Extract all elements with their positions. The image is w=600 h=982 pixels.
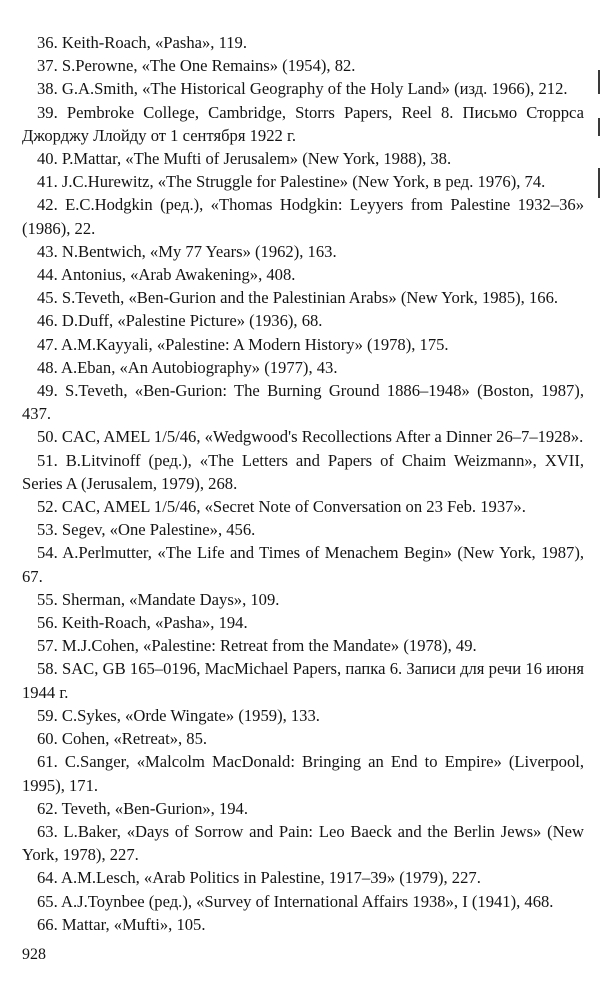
endnote-56: 56. Keith-Roach, «Pasha», 194. bbox=[37, 613, 248, 633]
endnote-36: 36. Keith-Roach, «Pasha», 119. bbox=[37, 33, 247, 52]
page-number: 928 bbox=[22, 946, 46, 963]
endnote-38: 38. G.A.Smith, «The Historical Geography of the Holy Land» (изд. 1966), 212. bbox=[37, 79, 568, 99]
endnote-65: 65. A.J.Toynbee (ред.), «Survey of International Affairs 1938», I (1941), 468. bbox=[37, 891, 554, 911]
endnote-48: 48. A.Eban, «An Autobiography» (1977), 43. bbox=[37, 357, 338, 377]
endnote-52: 52. CAC, AMEL 1/5/46, «Secret Note of Conversation on 23 Feb. 1937». bbox=[37, 497, 526, 517]
endnote-54: 54. A.Perlmutter, «The Life and Times of Menachem Begin» (New York, 1987), 67. bbox=[22, 543, 584, 586]
endnote-64: 64. A.M.Lesch, «Arab Politics in Palestine, 1917–39» (1979), 227. bbox=[37, 868, 481, 888]
endnote-59: 59. C.Sykes, «Orde Wingate» (1959), 133. bbox=[37, 705, 320, 725]
endnotes-page bbox=[22, 31, 584, 936]
endnote-58: 58. SAC, GB 165–0196, MacMichael Papers, папка 6. Записи для речи 16 июня 1944 г. bbox=[22, 659, 584, 702]
endnote-57: 57. M.J.Cohen, «Palestine: Retreat from the Mandate» (1978), 49. bbox=[37, 636, 477, 656]
endnote-37: 37. S.Perowne, «The One Remains» (1954), 82. bbox=[37, 56, 356, 76]
endnote-46: 46. D.Duff, «Palestine Picture» (1936), 68. bbox=[37, 311, 323, 331]
endnote-43: 43. N.Bentwich, «My 77 Years» (1962), 163. bbox=[37, 241, 337, 261]
endnote-51: 51. B.Litvinoff (ред.), «The Letters and Papers of Chaim Weizmann», XVII, Series A (Jerusalem, 1979), 268. bbox=[22, 450, 584, 493]
endnote-39: 39. Pembroke College, Cambridge, Storrs Papers, Reel 8. Письмо Сторрса Джорджу Ллойду от 1 сентября 1922 г. bbox=[22, 102, 584, 145]
endnote-45: 45. S.Teveth, «Ben-Gurion and the Palestinian Arabs» (New York, 1985), 166. bbox=[37, 288, 559, 308]
endnote-41: 41. J.C.Hurewitz, «The Struggle for Palestine» (New York, в ред. 1976), 74. bbox=[37, 172, 546, 192]
endnote-55: 55. Sherman, «Mandate Days», 109. bbox=[37, 589, 280, 609]
endnote-47: 47. A.M.Kayyali, «Palestine: A Modern History» (1978), 175. bbox=[37, 334, 449, 354]
endnote-62: 62. Teveth, «Ben-Gurion», 194. bbox=[37, 798, 248, 818]
endnote-53: 53. Segev, «One Palestine», 456. bbox=[37, 520, 256, 540]
endnote-40: 40. P.Mattar, «The Mufti of Jerusalem» (New York, 1988), 38. bbox=[37, 149, 452, 169]
endnote-44: 44. Antonius, «Arab Awakening», 408. bbox=[37, 265, 296, 285]
endnote-60: 60. Cohen, «Retreat», 85. bbox=[37, 729, 208, 749]
endnote-49: 49. S.Teveth, «Ben-Gurion: The Burning Ground 1886–1948» (Boston, 1987), 437. bbox=[22, 381, 584, 424]
endnote-50: 50. CAC, AMEL 1/5/46, «Wedgwood's Recollections After a Dinner 26–7–1928». bbox=[37, 427, 584, 447]
endnote-63: 63. L.Baker, «Days of Sorrow and Pain: Leo Baeck and the Berlin Jews» (New York, 1978), 227. bbox=[22, 821, 584, 865]
endnote-66: 66. Mattar, «Mufti», 105. bbox=[37, 914, 206, 934]
endnote-42: 42. E.C.Hodgkin (ред.), «Thomas Hodgkin: Leyyers from Palestine 1932–36» (1986), 22. bbox=[22, 195, 584, 238]
endnote-61: 61. C.Sanger, «Malcolm MacDonald: Bringing an End to Empire» (Liverpool, 1995), 171. bbox=[22, 752, 584, 795]
